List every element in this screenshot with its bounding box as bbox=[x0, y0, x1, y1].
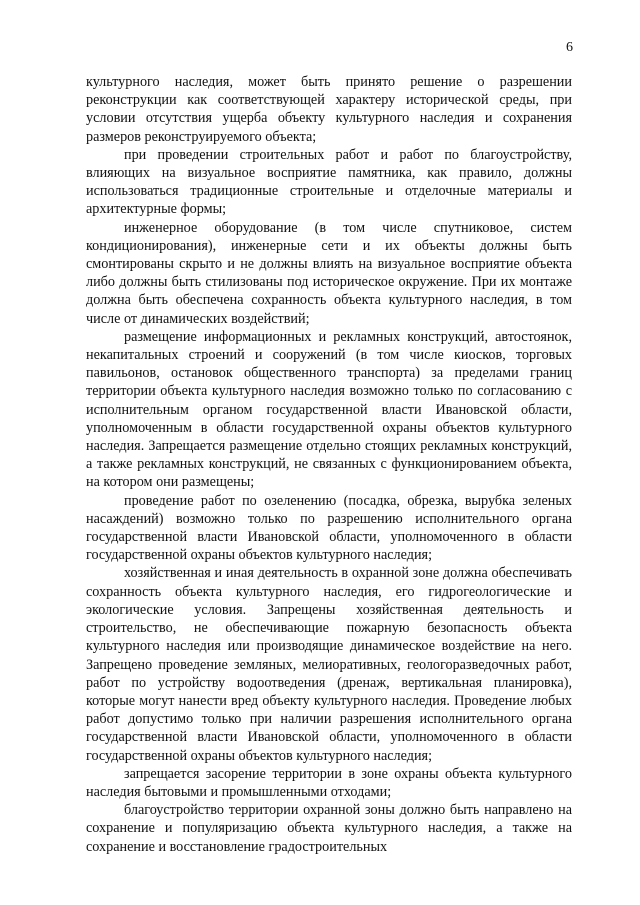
paragraph: инженерное оборудование (в том числе спутниковое, систем кондиционирования), инженерные сети и их объекты должны быть смонтированы скрыто и не должны влиять на визуальное восприятие объекта либо должны быть стилизованы под историческое окружение. При их монтаже должна быть обеспечена сохранность объекта культурного наследия, в том числе от динамических воздействий; bbox=[86, 219, 572, 327]
paragraph: проведение работ по озеленению (посадка, обрезка, вырубка зеленых насаждений) возможно только по разрешению исполнительного органа государственной власти Ивановской области, уполномоченного в области государственной охраны объектов культурного наследия; bbox=[86, 492, 572, 564]
paragraph: запрещается засорение территории в зоне охраны объекта культурного наследия бытовыми и промышленными отходами; bbox=[86, 765, 572, 800]
page-number: 6 bbox=[566, 40, 573, 55]
document-body bbox=[86, 73, 572, 856]
paragraph: при проведении строительных работ и работ по благоустройству, влияющих на визуальное восприятие памятника, как правило, должны использоваться традиционные строительные и отделочные материалы и архитектурные формы; bbox=[86, 146, 572, 218]
paragraph: размещение информационных и рекламных конструкций, автостоянок, некапитальных строений и сооружений (в том числе киосков, торговых павильонов, остановок общественного транспорта) за пределами границ территории объекта культурного наследия возможно только по согласованию с исполнительным органом государственной власти Ивановской области, уполномоченным в области государственной охраны объектов культурного наследия. Запрещается размещение отдельно стоящих рекламных конструкций, а также рекламных конструкций, не связанных с функционированием объекта, на котором они размещены; bbox=[86, 328, 572, 491]
paragraph: хозяйственная и иная деятельность в охранной зоне должна обеспечивать сохранность объекта культурного наследия, его гидрогеологические и экологические условия. Запрещены хозяйственная деятельность и строительство, не обеспечивающие пожарную безопасность объекта культурного наследия или производящие динамическое воздействие на него. Запрещено проведение земляных, мелиоративных, геологоразведочных работ, работ по устройству водоотведения (дренаж, вертикальная планировка), которые могут нанести вред объекту культурного наследия. Проведение любых работ допустимо только при наличии разрешения исполнительного органа государственной власти Ивановской области, уполномоченного в области государственной охраны объектов культурного наследия; bbox=[86, 565, 572, 764]
paragraph-continued: культурного наследия, может быть принято решение о разрешении реконструкции как соответствующей характеру исторической среды, при условии отсутствия ущерба объекту культурного наследия и сохранения размеров реконструируемого объекта; bbox=[86, 74, 572, 145]
paragraph: благоустройство территории охранной зоны должно быть направлено на сохранение и популяризацию объекта культурного наследия, а также на сохранение и восстановление градостроительных bbox=[86, 802, 572, 855]
